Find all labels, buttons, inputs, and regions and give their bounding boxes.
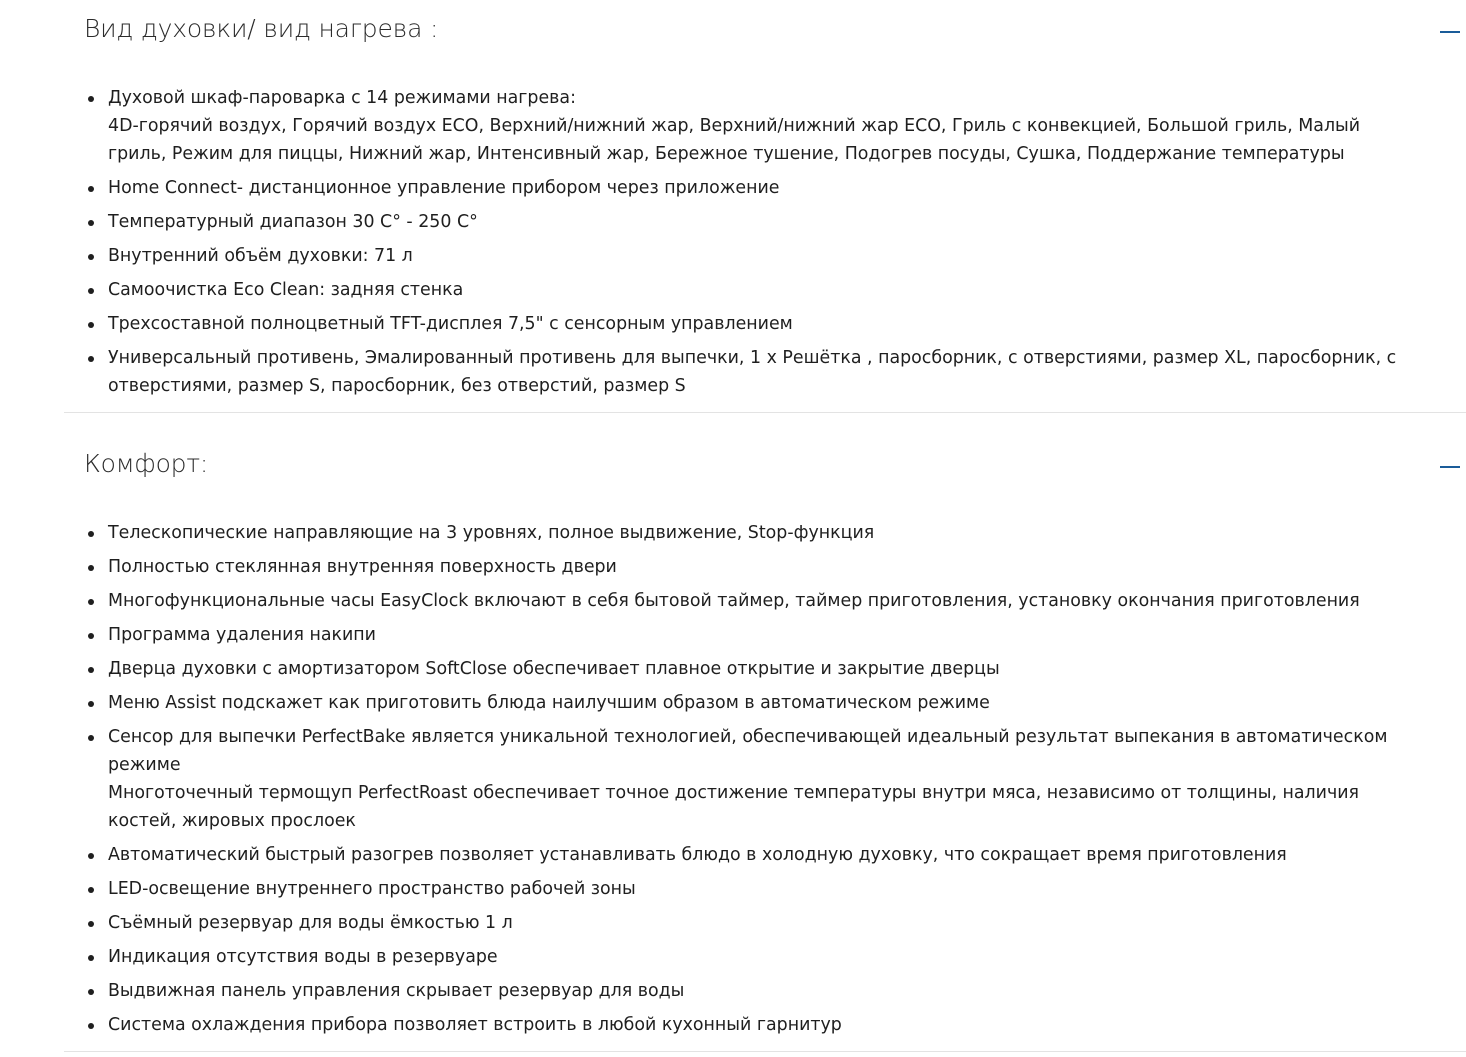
- list-item: [64, 909, 1387, 937]
- list-item-text: Меню Assist подскажет как приготовить блюда наилучшим образом в автоматическом режиме: [108, 693, 990, 713]
- list-item: [64, 723, 1387, 835]
- minus-icon[interactable]: [1440, 31, 1460, 33]
- section-comfort: [64, 435, 1466, 1052]
- list-item: [64, 344, 1396, 400]
- minus-icon[interactable]: [1440, 466, 1460, 468]
- list-item: [64, 875, 1387, 903]
- list-item: [64, 208, 1396, 236]
- list-item-text: Система охлаждения прибора позволяет встроить в любой кухонный гарнитур: [108, 1015, 842, 1035]
- list-item-text: Home Connect- дистанционное управление прибором через приложение: [108, 178, 780, 198]
- list-item: [64, 655, 1387, 683]
- list-item-text: Духовой шкаф-пароварка с 14 режимами нагрева:: [108, 88, 576, 108]
- list-item-text: Внутренний объём духовки: 71 л: [108, 246, 413, 266]
- section-title: Вид духовки/ вид нагрева :: [84, 14, 439, 43]
- list-item: [64, 621, 1387, 649]
- list-item: [64, 242, 1396, 270]
- section-title: Комфорт:: [84, 449, 209, 478]
- feature-list: [64, 519, 1387, 1045]
- list-item-text: костей, жировых прослоек: [108, 811, 356, 831]
- list-item-text: Самоочистка Eco Clean: задняя стенка: [108, 280, 464, 300]
- list-item-text: гриль, Режим для пиццы, Нижний жар, Интенсивный жар, Бережное тушение, Подогрев посуды, Сушка, Поддержание температуры: [108, 144, 1345, 164]
- list-item-text: Универсальный противень, Эмалированный противень для выпечки, 1 x Решётка , паросборник, с отверстиями, размер XL, паросборник, с: [108, 348, 1397, 368]
- list-item-text: Многофункциональные часы EasyClock включают в себя бытовой таймер, таймер приготовления, установку окончания приготовления: [108, 591, 1360, 611]
- list-item: [64, 84, 1396, 168]
- list-item: [64, 553, 1387, 581]
- list-item: [64, 977, 1387, 1005]
- list-item-text: 4D-горячий воздух, Горячий воздух ECO, Верхний/нижний жар, Верхний/нижний жар ECO, Гриль с конвекцией, Большой гриль, Малый: [108, 116, 1361, 136]
- list-item-text: режиме: [108, 755, 181, 775]
- list-item-text: отверстиями, размер S, паросборник, без отверстий, размер S: [108, 376, 686, 396]
- list-item: [64, 943, 1387, 971]
- list-item-text: Полностью стеклянная внутренняя поверхность двери: [108, 557, 617, 577]
- list-item-text: Дверца духовки с амортизатором SoftClose обеспечивает плавное открытие и закрытие дверцы: [108, 659, 1000, 679]
- feature-list: [64, 84, 1396, 406]
- list-item-text: Сенсор для выпечки PerfectBake является уникальной технологией, обеспечивающей идеальный результат выпекания в автоматическом: [108, 727, 1388, 747]
- list-item-text: Телескопические направляющие на 3 уровнях, полное выдвижение, Stop-функция: [108, 523, 875, 543]
- list-item-text: Автоматический быстрый разогрев позволяет устанавливать блюдо в холодную духовку, что сокращает время приготовления: [108, 845, 1287, 865]
- list-item-text: Программа удаления накипи: [108, 625, 376, 645]
- list-item: [64, 174, 1396, 202]
- list-item: [64, 276, 1396, 304]
- list-item-text: LED-освещение внутреннего пространство рабочей зоны: [108, 879, 636, 899]
- section-header-oven-type[interactable]: [64, 0, 1466, 60]
- list-item: [64, 519, 1387, 547]
- section-header-comfort[interactable]: [64, 435, 1466, 495]
- list-item-text: Трехсоставной полноцветный TFT-дисплея 7,5" с сенсорным управлением: [108, 314, 793, 334]
- list-item-text: Индикация отсутствия воды в резервуаре: [108, 947, 498, 967]
- list-item: [64, 1011, 1387, 1039]
- list-item-text: Выдвижная панель управления скрывает резервуар для воды: [108, 981, 685, 1001]
- list-item: [64, 689, 1387, 717]
- list-item-text: Многоточечный термощуп PerfectRoast обеспечивает точное достижение температуры внутри мяса, независимо от толщины, наличия: [108, 783, 1359, 803]
- list-item: [64, 310, 1396, 338]
- list-item-text: Температурный диапазон 30 C° - 250 C°: [108, 212, 478, 232]
- list-item-text: Съёмный резервуар для воды ёмкостью 1 л: [108, 913, 513, 933]
- list-item: [64, 841, 1387, 869]
- section-oven-type: [64, 0, 1466, 413]
- list-item: [64, 587, 1387, 615]
